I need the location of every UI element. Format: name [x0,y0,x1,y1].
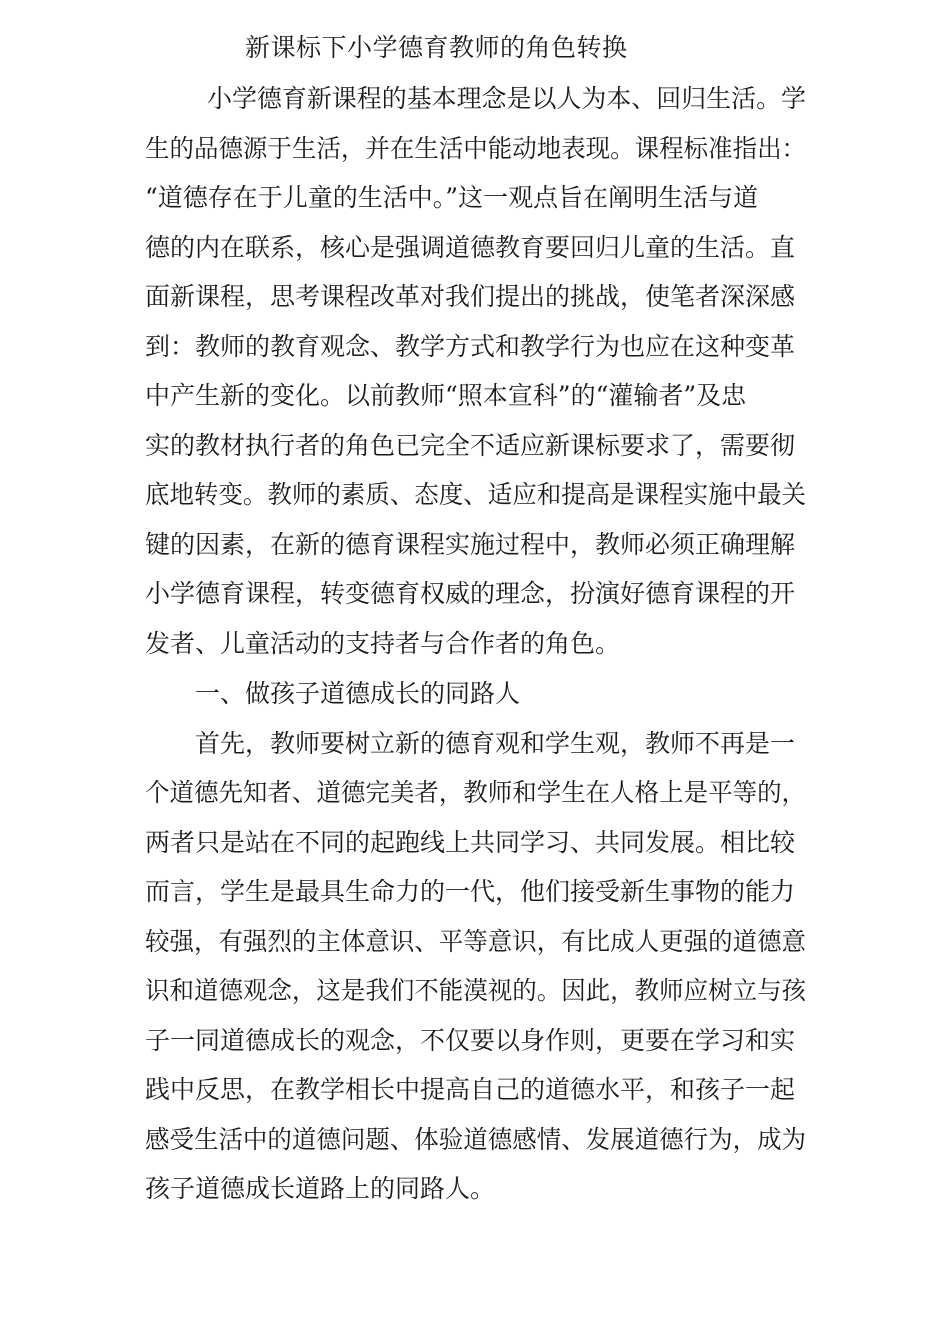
paragraph-line: 底地转变。教师的素质、态度、适应和提高是课程实施中最关 [145,480,807,509]
paragraph-line: 践中反思，在教学相长中提高自己的道德水平，和孩子一起 [145,1075,796,1104]
paragraph-line: 个道德先知者、道德完美者，教师和学生在人格上是平等的， [145,778,807,807]
paragraph-line: “道德存在于儿童的生活中。”这一观点旨在阐明生活与道 [145,183,759,212]
paragraph-line: 较强，有强烈的主体意识、平等意识，有比成人更强的道德意 [145,927,807,956]
paragraph-line: 而言，学生是最具生命力的一代，他们接受新生事物的能力 [145,877,796,906]
paragraph-line: 首先，教师要树立新的德育观和学生观，教师不再是一 [195,729,796,758]
paragraph-line: 小学德育课程，转变德育权威的理念，扮演好德育课程的开 [145,579,796,608]
paragraph-line: 两者只是站在不同的起跑线上共同学习、共同发展。相比较 [145,828,796,857]
paragraph-line: 识和道德观念，这是我们不能漠视的。因此，教师应树立与孩 [145,976,807,1005]
paragraph-line: 面新课程，思考课程改革对我们提出的挑战，使笔者深深感 [145,282,796,311]
paragraph-line: 德的内在联系，核心是强调道德教育要回归儿童的生活。直 [145,233,796,262]
paragraph-line: 中产生新的变化。以前教师“照本宣科”的“灌输者”及忠 [145,381,747,410]
paragraph-line: 小学德育新课程的基本理念是以人为本、回归生活。学 [207,84,806,113]
section-heading: 一、做孩子道德成长的同路人 [195,679,521,708]
paragraph-line: 发者、儿童活动的支持者与合作者的角色。 [145,629,621,658]
paragraph-line: 键的因素，在新的德育课程实施过程中，教师必须正确理解 [145,530,796,559]
paragraph-line: 到：教师的教育观念、教学方式和教学行为也应在这种变革 [145,332,796,361]
paragraph-line: 感受生活中的道德问题、体验道德感情、发展道德行为，成为 [145,1125,807,1154]
paragraph-line: 孩子道德成长道路上的同路人。 [145,1174,496,1203]
paragraph-line: 实的教材执行者的角色已完全不适应新课标要求了，需要彻 [145,431,796,460]
paragraph-line: 子一同道德成长的观念，不仅要以身作则，更要在学习和实 [145,1026,796,1055]
paragraph-line: 生的品德源于生活，并在生活中能动地表现。课程标准指出： [145,134,807,163]
document-title: 新课标下小学德育教师的角色转换 [245,33,628,62]
